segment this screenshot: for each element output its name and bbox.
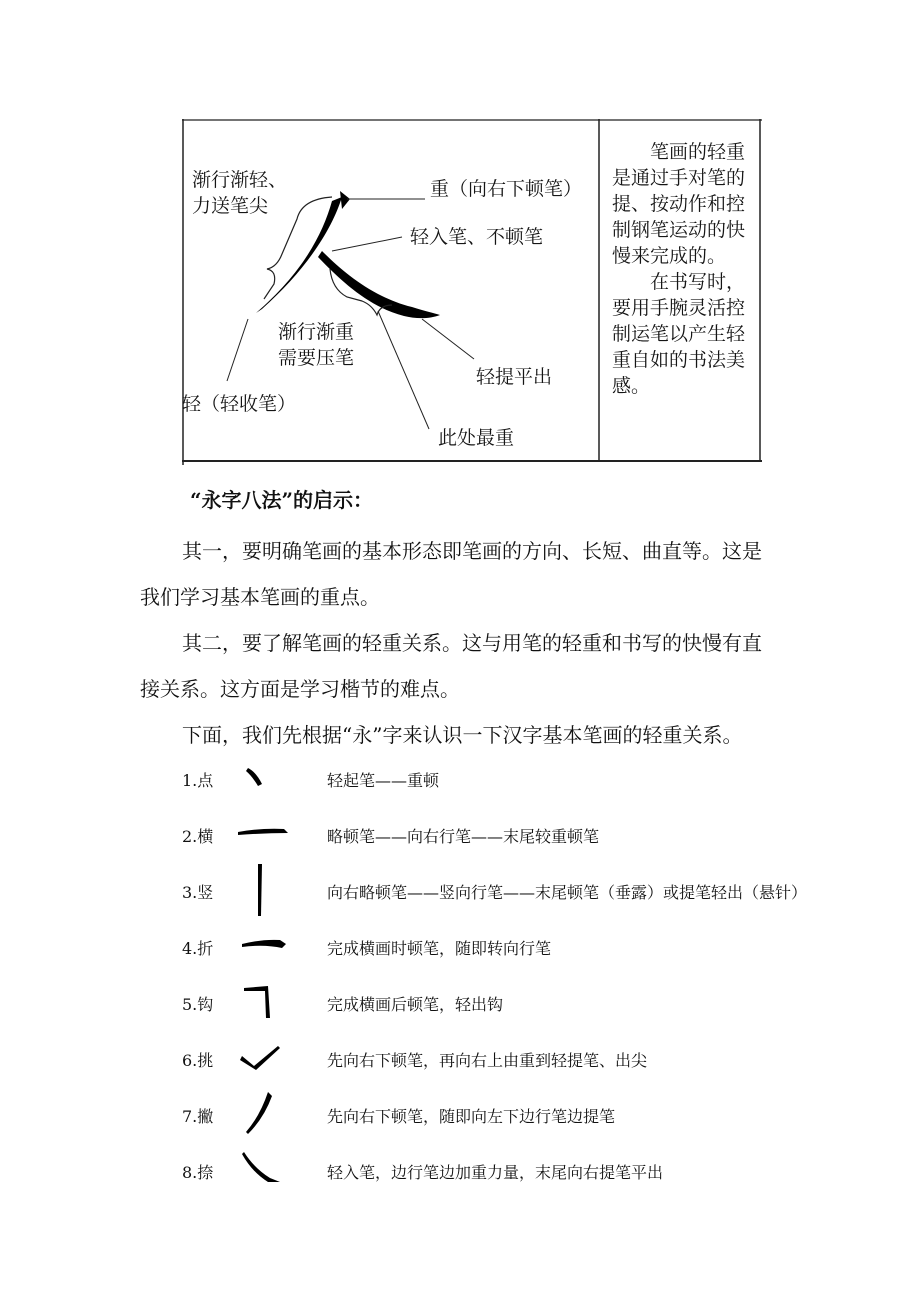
label-gradual-light-2: 力送笔尖 <box>192 195 269 217</box>
label-heavy: 重（向右下顿笔） <box>430 178 583 200</box>
paragraph-3: 下面，我们先根据“永”字来认识一下汉字基本笔画的轻重关系。 <box>182 723 743 747</box>
stroke-desc: 略顿笔——向右行笔——末尾较重顿笔 <box>327 827 600 846</box>
section-title: “永字八法”的启示： <box>190 488 374 512</box>
stroke-item-horizontal <box>182 818 822 858</box>
stroke-item-dot <box>182 762 822 802</box>
stroke-label: 6.挑 <box>182 1051 214 1070</box>
label-light-lift: 轻提平出 <box>476 366 553 388</box>
rise-stroke-icon <box>234 1036 294 1076</box>
stroke-desc: 完成横画后顿笔，轻出钩 <box>327 995 504 1014</box>
label-light-entry: 轻入笔、不顿笔 <box>410 226 544 248</box>
stroke-label: 1.点 <box>182 771 214 790</box>
side-note <box>612 139 762 399</box>
stroke-item-left-falling <box>182 1098 822 1138</box>
hook-stroke-icon <box>234 978 284 1022</box>
dot-stroke-icon <box>234 756 284 796</box>
stroke-label: 3.竖 <box>182 883 214 902</box>
stroke-weight-diagram <box>182 119 762 465</box>
stroke-item-right-falling <box>182 1154 822 1194</box>
stroke-label: 4.折 <box>182 939 214 958</box>
horizontal-stroke-icon <box>234 812 294 852</box>
stroke-label: 2.横 <box>182 827 214 846</box>
stroke-label: 7.撇 <box>182 1107 214 1126</box>
side-note-para-1: 笔画的轻重是通过手对笔的提、按动作和控制钢笔运动的快慢来完成的。 <box>612 141 746 267</box>
stroke-item-vertical <box>182 874 822 914</box>
label-gradual-heavy-1: 渐行渐重 <box>278 321 355 343</box>
side-note-para-2: 在书写时，要用手腕灵活控制运笔以产生轻重自如的书法美感。 <box>612 271 746 397</box>
label-heaviest: 此处最重 <box>438 427 515 449</box>
stroke-item-hook <box>182 986 822 1026</box>
stroke-desc: 轻入笔，边行笔边加重力量，末尾向右提笔平出 <box>327 1163 664 1182</box>
label-gradual-heavy-2: 需要压笔 <box>278 347 355 369</box>
turn-stroke-icon <box>234 924 294 964</box>
right-falling-stroke-icon <box>234 1144 294 1188</box>
paragraph-2: 其二，要了解笔画的轻重关系。这与用笔的轻重和书写的快慢有直接关系。这方面是学习楷节的难点。 <box>140 631 762 701</box>
stroke-desc: 先向右下顿笔，再向右上由重到轻提笔、出尖 <box>327 1051 648 1070</box>
stroke-label: 5.钩 <box>182 995 214 1014</box>
stroke-desc: 向右略顿笔——竖向行笔——末尾顿笔（垂露）或提笔轻出（悬针） <box>327 883 808 902</box>
label-gradual-light-1: 渐行渐轻、 <box>192 169 288 191</box>
stroke-item-turn <box>182 930 822 970</box>
stroke-item-rise <box>182 1042 822 1082</box>
stroke-desc: 轻起笔——重顿 <box>327 771 440 790</box>
stroke-desc: 先向右下顿笔，随即向左下边行笔边提笔 <box>327 1107 616 1126</box>
stroke-label: 8.捺 <box>182 1163 214 1182</box>
stroke-desc: 完成横画时顿笔，随即转向行笔 <box>327 939 552 958</box>
paragraph-1: 其一，要明确笔画的基本形态即笔画的方向、长短、曲直等。这是我们学习基本笔画的重点。 <box>140 539 762 609</box>
left-falling-stroke-icon <box>234 1088 284 1138</box>
label-light-close: 轻（轻收笔） <box>182 393 297 415</box>
vertical-stroke-icon <box>234 860 284 920</box>
